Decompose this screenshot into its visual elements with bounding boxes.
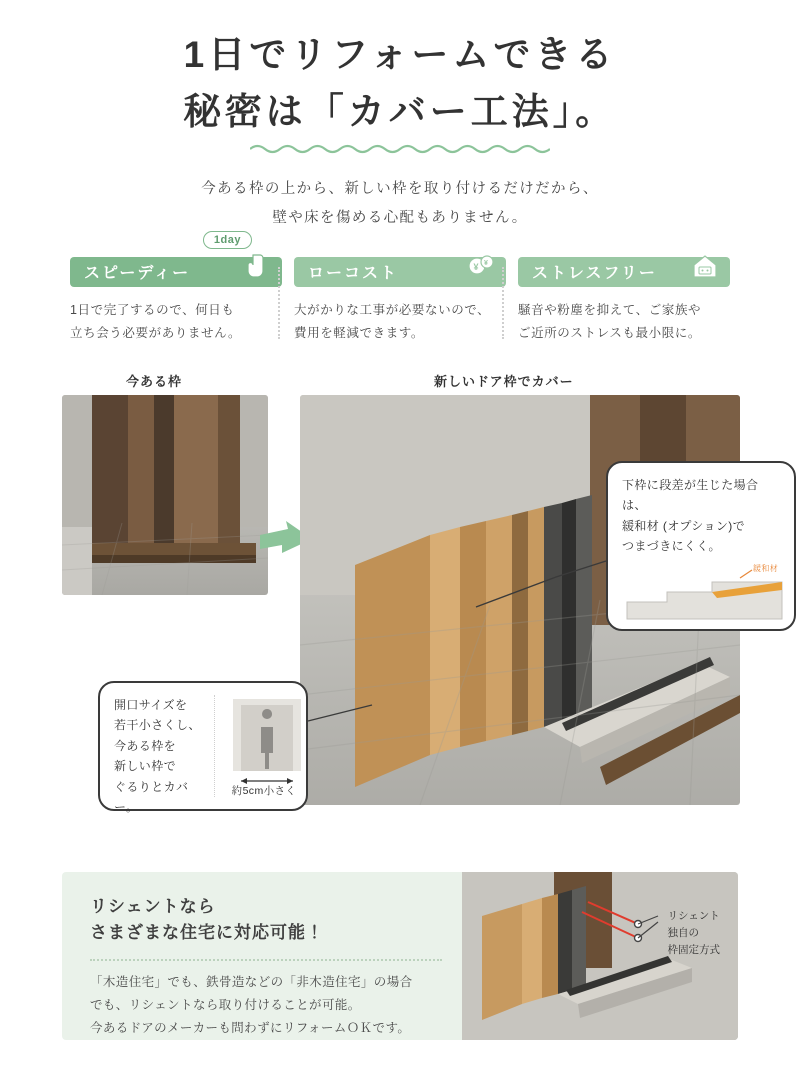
headline-line-2 — [184, 83, 617, 140]
bottom-panel — [62, 872, 738, 1040]
badge-1day: 1day — [203, 231, 252, 249]
headline-line-1: 1日でリフォームできる — [183, 34, 617, 75]
callout-threshold-line-3: つまづきにくく。 — [622, 539, 721, 554]
bottom-panel-body — [90, 971, 490, 1040]
photo-label-line-2: 独自の — [667, 926, 699, 939]
headline-line-2-text: 秘密は「カバー工法」。 — [183, 91, 617, 133]
callout-opening-line-4: 新しい枠で — [114, 759, 177, 774]
callout-opening-line-1: 開口サイズを — [114, 697, 188, 712]
coin-yen-icon — [464, 249, 498, 283]
benefit-speedy-text-2: 立ち会う必要がありません。 — [70, 325, 242, 340]
svg-text:¥: ¥ — [473, 261, 481, 272]
door-person-diagram — [221, 695, 313, 791]
callout-opening-size — [98, 681, 308, 814]
opening-size-figure — [214, 695, 313, 797]
photo-label-line-1: リシェント — [667, 910, 720, 922]
bottom-body-line-1: 「木造住宅」でも、鉄骨造などの「非木造住宅」の場合 — [90, 974, 413, 989]
benefit-speedy-bar — [70, 257, 282, 287]
bottom-title-line-2: さまざまな住宅に対応可能！ — [90, 923, 324, 943]
benefit-stressfree-title: ストレスフリー — [532, 265, 657, 283]
benefit-speedy-text — [70, 299, 282, 345]
benefit-lowcost — [288, 257, 512, 345]
benefit-stressfree — [512, 257, 736, 345]
callout-opening-line-5: ぐるりとカバー。 — [114, 779, 189, 814]
benefit-lowcost-text-2: 費用を軽減できます。 — [294, 325, 425, 340]
bottom-body-line-2: でも、リシェントなら取り付けることが可能。 — [90, 997, 361, 1012]
pointing-hand-icon — [240, 249, 274, 283]
bottom-panel-text — [62, 872, 490, 1040]
photo-existing-frame — [62, 395, 268, 595]
benefit-lowcost-text-1: 大がかりな工事が必要ないので、 — [294, 302, 491, 317]
part-label-easing-material: 緩和材 — [753, 563, 779, 573]
bottom-title-line-1: リシェントなら — [90, 897, 216, 916]
benefit-speedy-title: スピーディー — [84, 265, 191, 283]
bottom-divider — [90, 959, 442, 961]
wave-underline-icon — [250, 143, 550, 155]
svg-text:¥: ¥ — [484, 259, 490, 267]
benefit-stressfree-bar — [518, 257, 730, 287]
callout-threshold-line-2: 緩和材 (オプション)で — [622, 518, 746, 533]
benefit-stressfree-text-1: 騒音や粉塵を抑えて、ご家族や — [518, 302, 702, 317]
callout-threshold-line-1: 下枠に段差が生じた場合は、 — [622, 477, 759, 513]
page-title — [0, 0, 800, 155]
lead-paragraph — [0, 175, 800, 233]
comparison-section — [0, 371, 800, 831]
bottom-panel-title — [90, 894, 490, 947]
benefits-list — [0, 233, 800, 345]
lead-line-2: 壁や床を傷める心配もありません。 — [272, 209, 528, 226]
lead-line-1: 今ある枠の上から、新しい枠を取り付けるだけだから、 — [201, 180, 599, 197]
benefit-speedy — [64, 233, 288, 345]
quiet-house-icon — [688, 249, 722, 283]
benefit-lowcost-text — [294, 299, 506, 345]
callout-opening-text — [114, 695, 206, 814]
opening-size-caption: 約5cm小さく — [231, 785, 297, 798]
benefit-speedy-text-1: 1日で完了するので、何日も — [70, 302, 235, 317]
callout-opening-line-3: 今ある枠を — [114, 738, 177, 753]
photo-label-fixing-method — [668, 908, 721, 958]
bottom-body-line-3: 今あるドアのメーカーも問わずにリフォームＯＫです。 — [90, 1020, 411, 1035]
photo-label-line-3: 枠固定方式 — [667, 943, 720, 956]
caption-existing-frame: 今ある枠 — [126, 373, 183, 389]
callout-opening-line-2: 若干小さくし、 — [114, 718, 201, 733]
tile-grid-left — [62, 395, 268, 595]
benefit-lowcost-bar — [294, 257, 506, 287]
benefit-lowcost-title: ローコスト — [308, 265, 399, 283]
caption-new-frame: 新しいドア枠でカバー — [434, 373, 574, 389]
benefit-stressfree-text — [518, 299, 730, 345]
benefit-stressfree-text-2: ご近所のストレスも最小限に。 — [518, 325, 702, 340]
step-diagram — [622, 563, 787, 625]
callout-threshold-step — [606, 461, 796, 631]
